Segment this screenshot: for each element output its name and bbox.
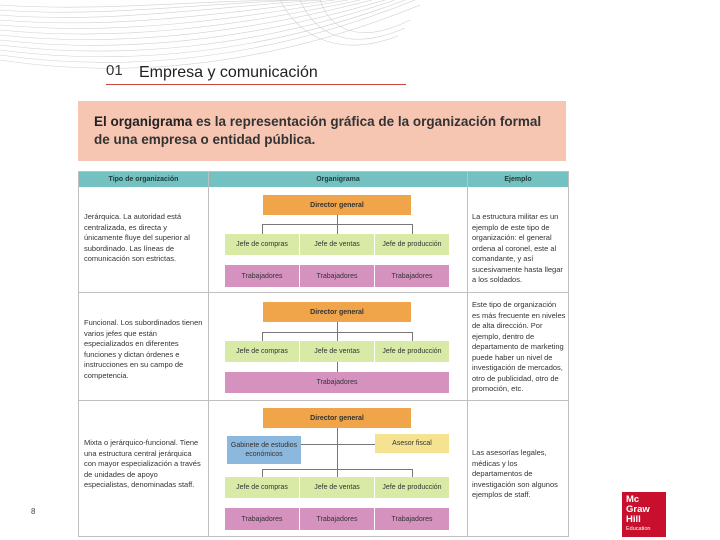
connector-line [412,224,413,234]
connector-line [301,444,375,445]
logo-line: Graw [626,504,650,515]
chapter-title: Empresa y comunicación [139,64,318,81]
row1-example-text: La estructura militar es un ejemplo de este tipo de organización: el general ordena al coronel, este al comandante, y así sucesivamente hasta llegar a los soldados. [472,212,563,284]
definition-text: es la representación gráfica de la organización formal de una empresa o entidad pública. [94,114,542,147]
row2-type-text: Funcional. Los subordinados tienen varios jefes que están especializados en diferentes funciones y dictan órdenes e instrucciones en su campo de competencia. [84,318,203,380]
row1-workers-box: Trabajadores [225,265,299,287]
connector-line [262,224,263,234]
logo-line: Education [626,526,651,532]
column-divider [208,172,209,536]
row3-example-text: Las asesorías legales, médicas y los departamentos de investigación son algunos ejemplos de staff. [472,448,558,499]
connector-line [262,469,413,470]
connector-line [262,332,263,341]
row1-type-text: Jerárquica. La autoridad está centralizada, es directa y únicamente fluye del superior al subordinado. Las líneas de comunicación son estrictas. [84,212,190,263]
row2-director-box: Director general [263,302,411,322]
row2-example-text: Este tipo de organización es más frecuente en niveles de alta dirección. Por ejemplo, dentro de departamento de marketing puede haber un nivel de investigación de mercados, otro de publicidad, otro de promoción, etc. [472,300,566,393]
row3-type-text: Mixta o jerárquico-funcional. Tiene una estructura central jerárquica con mayor especialización a través de unidades de apoyo especialistas, denominadas staff. [84,438,201,489]
row2-dept-box: Jefe de producción [375,341,449,362]
row2-dept-box: Jefe de compras [225,341,299,362]
connector-line [412,469,413,477]
row1-dept-box: Jefe de ventas [300,234,374,255]
connector-line [262,224,413,225]
connector-line [262,469,263,477]
connector-line [337,362,338,372]
organization-table [78,171,569,537]
row1-director-box: Director general [263,195,411,215]
row2-workers-box: Trabajadores [225,372,449,393]
row3-dept-box: Jefe de compras [225,477,299,498]
row3-workers-box: Trabajadores [225,508,299,530]
chapter-number: 01 [106,62,123,79]
row-divider [79,400,568,401]
row3-dept-box: Jefe de ventas [300,477,374,498]
definition-box [78,101,566,161]
connector-line [412,332,413,341]
connector-line [262,332,413,333]
logo-line: Hill [626,514,641,525]
chapter-heading [106,62,406,85]
column-divider [467,172,468,536]
header-type: Tipo de organización [79,172,208,187]
row1-dept-box: Jefe de producción [375,234,449,255]
row1-workers-box: Trabajadores [375,265,449,287]
header-example: Ejemplo [468,172,568,187]
row1-workers-box: Trabajadores [300,265,374,287]
row1-dept-box: Jefe de compras [225,234,299,255]
definition-term: El organigrama [94,114,193,129]
row3-staff-box: Asesor fiscal [375,434,449,453]
row3-workers-box: Trabajadores [300,508,374,530]
header-chart: Organigrama [209,172,467,187]
publisher-logo [622,492,666,537]
row3-dept-box: Jefe de producción [375,477,449,498]
row2-dept-box: Jefe de ventas [300,341,374,362]
row3-workers-box: Trabajadores [375,508,449,530]
row-divider [79,292,568,293]
logo-line: Mc [626,494,640,505]
row3-staff-box: Gabinete de estudios económicos [227,436,301,464]
page-number: 8 [31,507,36,516]
row3-director-box: Director general [263,408,411,428]
